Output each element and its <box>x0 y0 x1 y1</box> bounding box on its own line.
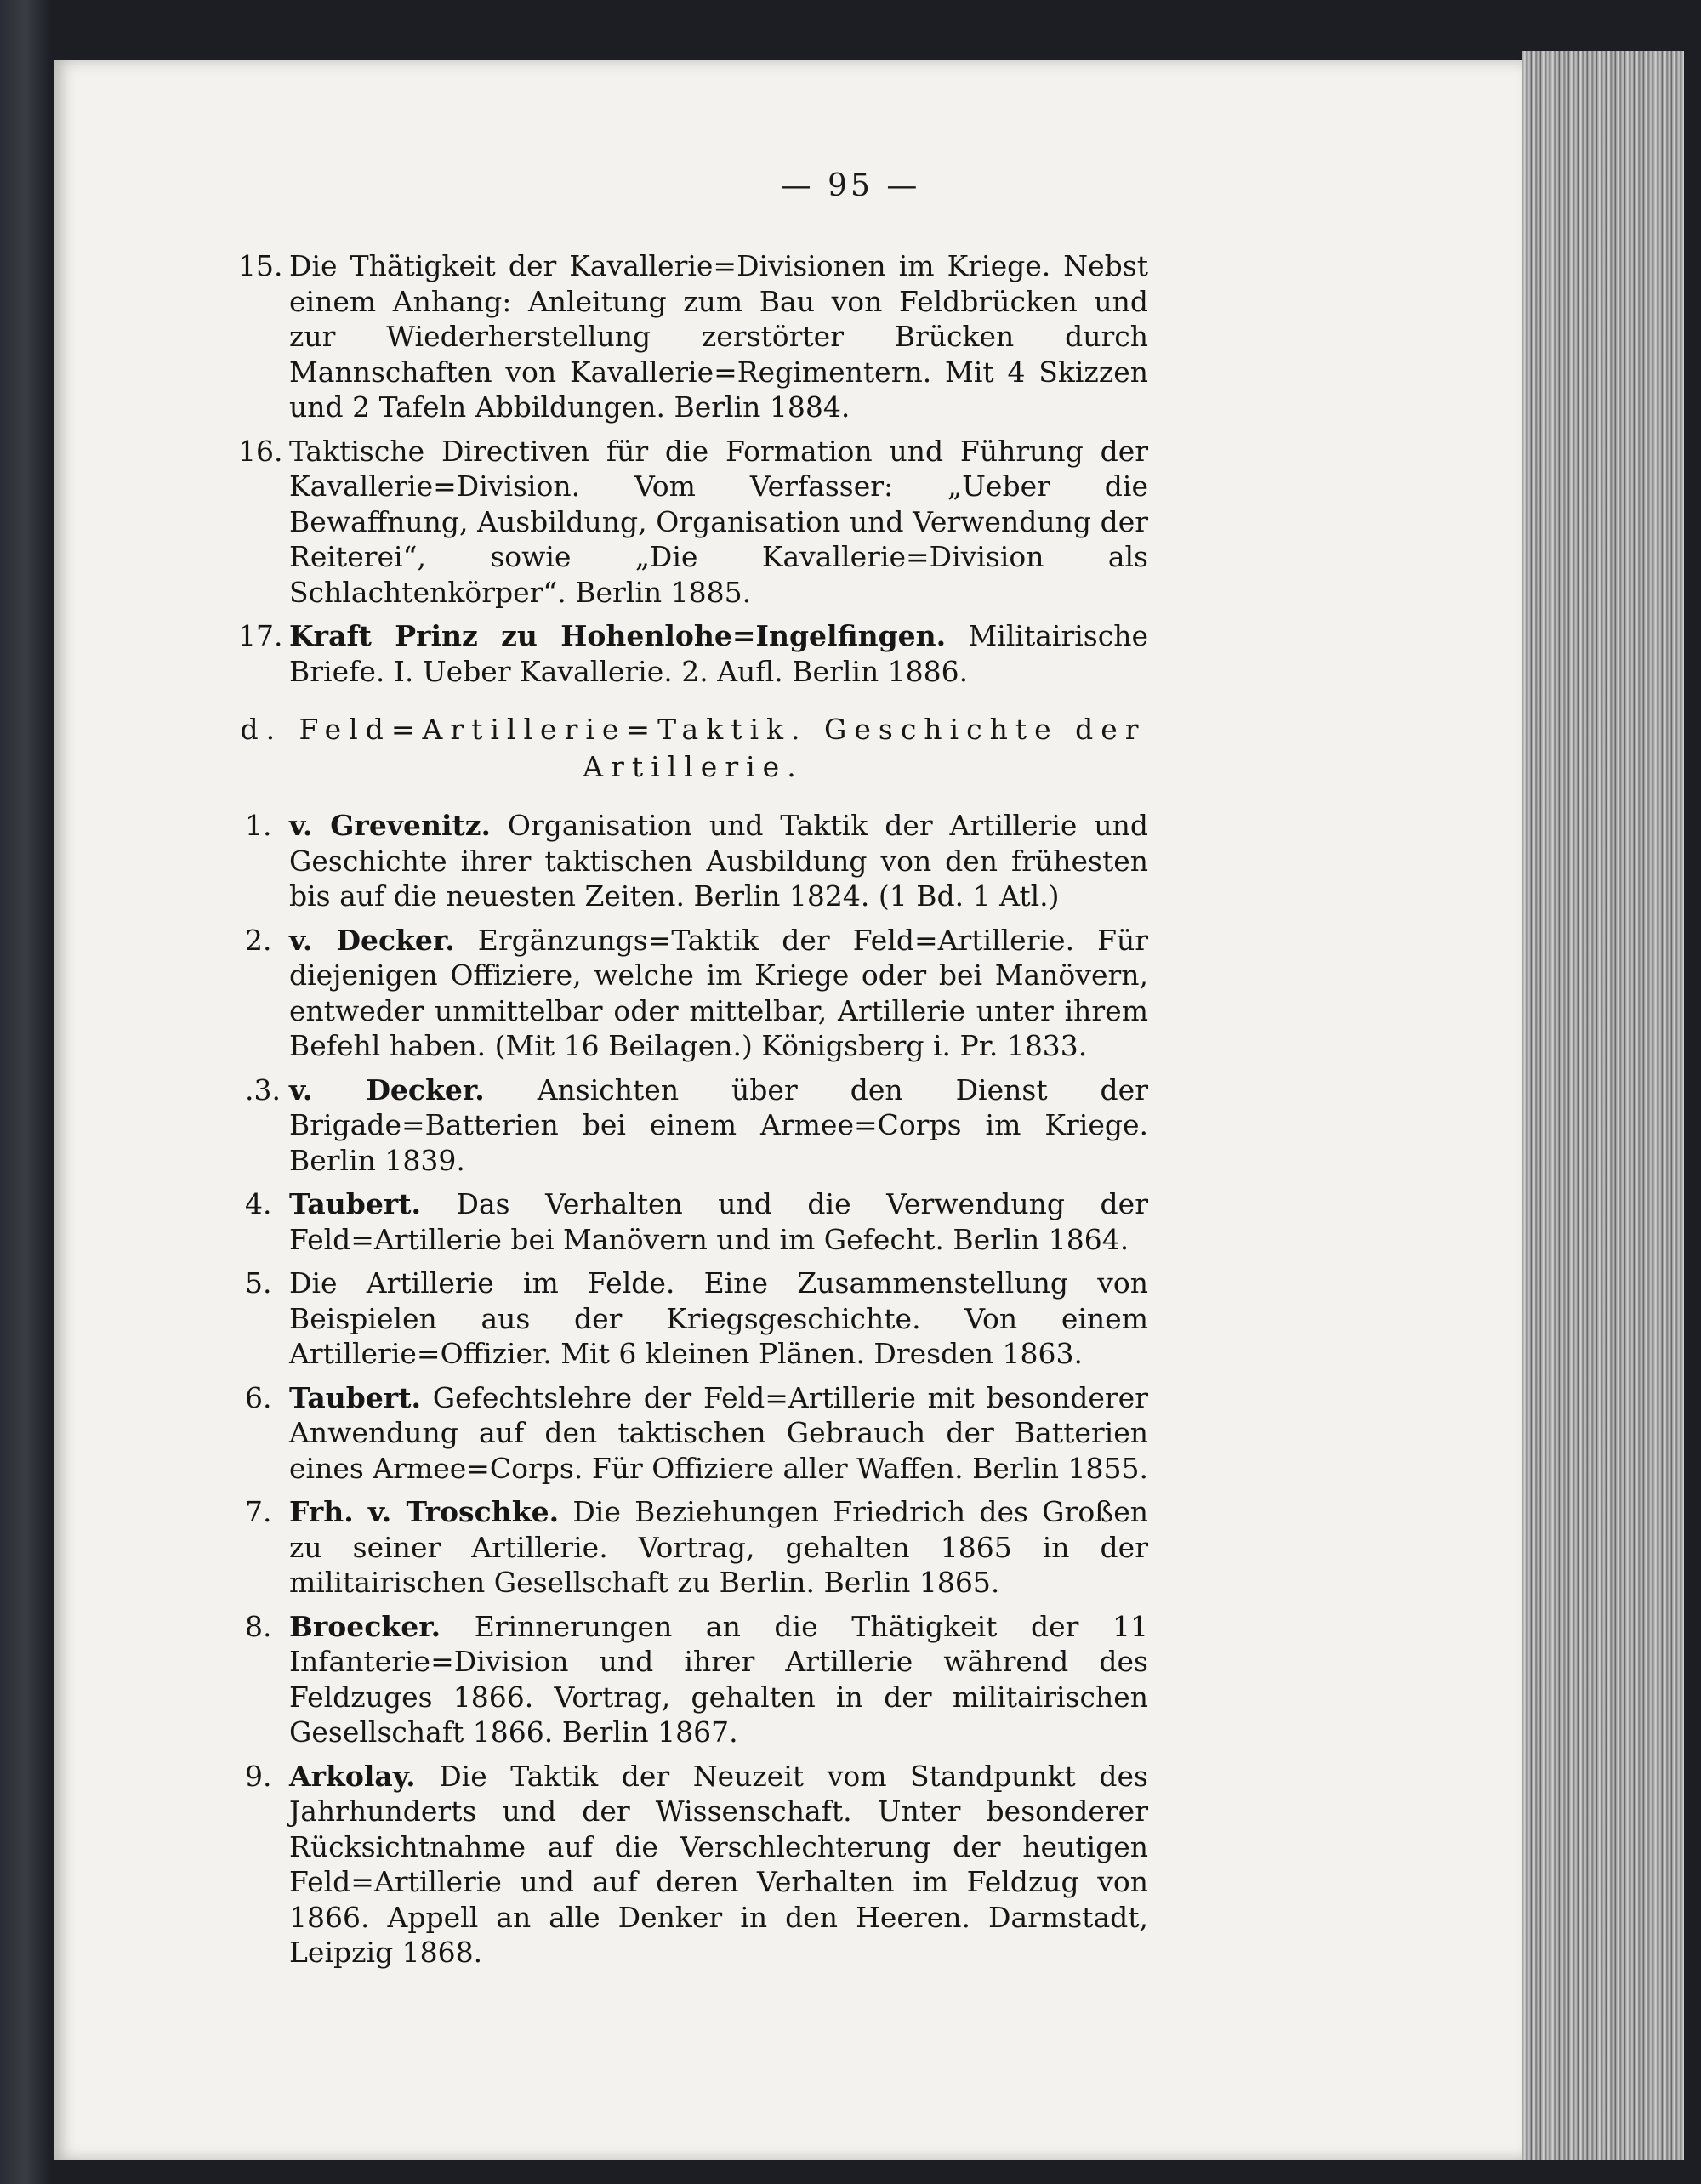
entry-author: v. Decker. <box>289 1072 485 1106</box>
page-content <box>238 248 1148 1979</box>
bibliography-entry <box>238 923 1148 1064</box>
page-edges <box>1522 51 1684 2160</box>
entry-author: Kraft Prinz zu Hohenlohe=Ingelfingen. <box>289 619 947 652</box>
entry-text: Organisation und Taktik der Artillerie und Geschichte ihrer taktischen Ausbildung von den frühesten bis auf die neuesten Zeiten. Berlin 1824. (1 Bd. 1 Atl.) <box>289 809 1148 913</box>
entry-text: Die Beziehungen Friedrich des Großen zu seiner Artillerie. Vortrag, gehalten 1865 in der militairischen Gesellschaft zu Berlin. Berlin 1865. <box>289 1495 1149 1599</box>
entry-number: 15. <box>238 249 283 282</box>
entry-number: 9. <box>245 1759 272 1793</box>
entry-author: Frh. v. Troschke. <box>289 1495 560 1528</box>
bibliography-entry <box>238 808 1148 914</box>
bibliography-entry <box>238 434 1148 611</box>
entry-number: 16. <box>238 434 283 468</box>
entry-list-artillery <box>238 808 1148 1971</box>
entry-text: Die Artillerie im Felde. Eine Zusammenstellung von Beispielen aus der Kriegsgeschichte. Von einem Artillerie=Offizier. Mit 6 kleinen Plänen. Dresden 1863. <box>289 1266 1148 1370</box>
bibliography-entry <box>238 1265 1148 1372</box>
bibliography-entry <box>238 1072 1148 1179</box>
bibliography-entry <box>238 1380 1148 1487</box>
entry-number: 1. <box>245 809 272 842</box>
entry-text: Die Thätigkeit der Kavallerie=Divisionen im Kriege. Nebst einem Anhang: Anleitung zum Bau von Feldbrücken und zur Wiederherstellung zerstörter Brücken durch Mannschaften von Kavallerie=Regimentern. Mit 4 Skizzen und 2 Tafeln Abbildungen. Berlin 1884. <box>289 249 1148 424</box>
entry-number: 4. <box>245 1187 272 1220</box>
entry-author: Arkolay. <box>289 1759 416 1793</box>
entry-text: Das Verhalten und die Verwendung der Feld=Artillerie bei Manövern und im Gefecht. Berlin 1864. <box>289 1187 1148 1256</box>
entry-text: Ergänzungs=Taktik der Feld=Artillerie. Für diejenigen Offiziere, welche im Kriege oder bei Manövern, entweder unmittelbar oder mittelbar, Artillerie unter ihrem Befehl haben. (Mit 16 Beilagen.) Königsberg i. Pr. 1833. <box>289 923 1148 1062</box>
entry-text: Taktische Directiven für die Formation und Führung der Kavallerie=Division. Vom Verfasser: „Ueber die Bewaffnung, Ausbildung, Organisation und Verwendung der Reiterei“, sowie „Die Kavallerie=Division als Schlachtenkörper“. Berlin 1885. <box>289 434 1148 609</box>
bibliography-entry <box>238 1609 1148 1750</box>
entry-number: .3. <box>245 1072 281 1106</box>
entry-author: v. Decker. <box>289 923 455 957</box>
entry-number: 2. <box>245 923 272 957</box>
entry-author: Taubert. <box>289 1187 421 1220</box>
entry-author: Taubert. <box>289 1380 421 1414</box>
entry-number: 8. <box>245 1609 272 1643</box>
page-number: — 95 — <box>780 168 921 203</box>
entry-author: Broecker. <box>289 1609 441 1643</box>
entry-author: v. Grevenitz. <box>289 809 491 842</box>
bibliography-entry <box>238 618 1148 689</box>
section-heading-line2: Artillerie. <box>583 750 804 783</box>
entry-text: Die Taktik der Neuzeit vom Standpunkt des Jahrhunderts und der Wissenschaft. Unter besonderer Rücksichtnahme auf die Verschlechterung der heutigen Feld=Artillerie und auf deren Verhalten im Feldzug von 1866. Appell an alle Denker in den Heeren. Darmstadt, Leipzig 1868. <box>289 1759 1148 1969</box>
bibliography-entry <box>238 1494 1148 1601</box>
bibliography-entry <box>238 1186 1148 1257</box>
entry-text: Gefechtslehre der Feld=Artillerie mit besonderer Anwendung auf den taktischen Gebrauch der Batterien eines Armee=Corps. Für Offiziere aller Waffen. Berlin 1855. <box>289 1380 1148 1485</box>
section-heading-line1: d. Feld=Artillerie=Taktik. Geschichte der <box>240 713 1146 746</box>
bibliography-entry <box>238 248 1148 425</box>
entry-number: 6. <box>245 1380 272 1414</box>
entry-list-cavalry <box>238 248 1148 689</box>
entry-number: 5. <box>245 1266 272 1300</box>
entry-text: Militairische Briefe. I. Ueber Kavallerie. 2. Aufl. Berlin 1886. <box>289 619 1148 688</box>
bibliography-entry <box>238 1759 1148 1971</box>
entry-text: Erinnerungen an die Thätigkeit der 11 Infanterie=Division und ihrer Artillerie während des Feldzuges 1866. Vortrag, gehalten in der militairischen Gesellschaft 1866. Berlin 1867. <box>289 1609 1148 1749</box>
entry-number: 7. <box>245 1495 272 1528</box>
section-heading <box>238 711 1148 786</box>
entry-text: Ansichten über den Dienst der Brigade=Batterien bei einem Armee=Corps im Kriege. Berlin 1839. <box>289 1072 1148 1177</box>
entry-number: 17. <box>238 619 283 652</box>
